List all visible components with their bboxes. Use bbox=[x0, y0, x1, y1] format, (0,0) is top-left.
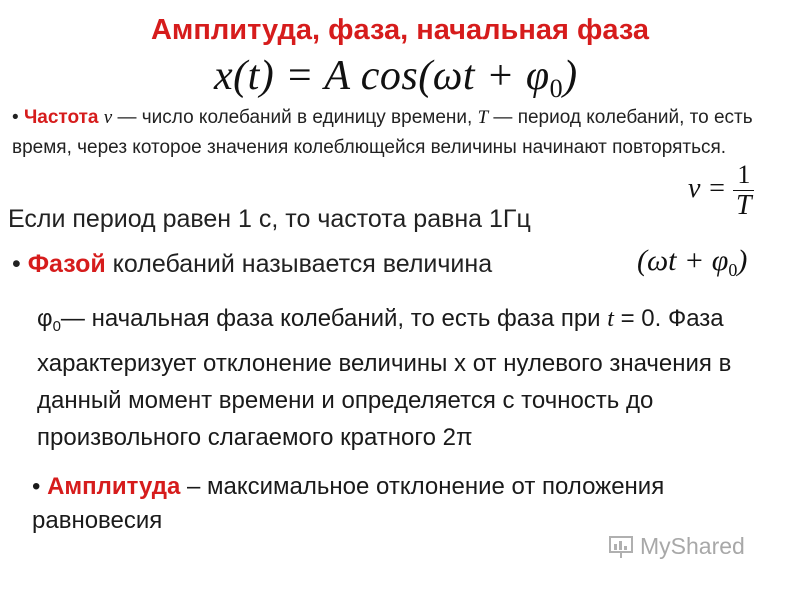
phi-subscript: 0 bbox=[52, 318, 61, 335]
phase-text: колебаний называется величина bbox=[105, 250, 493, 278]
main-formula bbox=[214, 52, 578, 104]
bullet: • bbox=[12, 250, 21, 278]
bullet: • bbox=[12, 107, 19, 128]
phase-formula-close: ) bbox=[737, 244, 748, 277]
frequency-text: — число колебаний в единицу времени, bbox=[112, 107, 478, 128]
slide-title: Амплитуда, фаза, начальная фаза bbox=[150, 14, 650, 46]
phase-label: Фазой bbox=[27, 250, 106, 278]
period-note: Если период равен 1 с, то частота равна 1Гц bbox=[8, 205, 531, 233]
frequency-paragraph bbox=[12, 103, 772, 163]
main-formula-body: x(t) = A cos(ωt + φ bbox=[214, 53, 550, 99]
amplitude-paragraph bbox=[32, 470, 792, 538]
phase-formula-body: (ωt + φ bbox=[637, 244, 729, 277]
fraction-numerator: 1 bbox=[733, 160, 754, 191]
fraction-denominator: T bbox=[736, 190, 752, 221]
main-formula-close: ) bbox=[563, 53, 578, 99]
frequency-symbol: ν bbox=[103, 107, 113, 128]
phase-formula-subscript: 0 bbox=[728, 260, 738, 280]
time-symbol: t bbox=[607, 306, 614, 332]
phi-symbol: φ bbox=[37, 305, 53, 332]
frequency-label: Частота bbox=[23, 107, 99, 128]
initial-phase-paragraph bbox=[37, 300, 782, 456]
initial-phase-text: — начальная фаза колебаний, то есть фаза при bbox=[60, 305, 608, 332]
frequency-formula-lhs: ν = bbox=[688, 172, 727, 204]
amplitude-label: Амплитуда bbox=[47, 473, 181, 500]
bullet: • bbox=[32, 473, 41, 500]
period-text: — период колебаний, то есть время, через которое значения колеблющейся величины начинают повторяться. bbox=[12, 107, 753, 158]
frequency-formula bbox=[688, 160, 754, 221]
amplitude-text: – максимальное отклонение от положения равновесия bbox=[32, 473, 665, 534]
initial-phase-text-2: = 0. Фаза характеризует отклонение величины x от нулевого значения в данный момент времени и определяется с точность до произвольного слагаемого кратного 2π bbox=[37, 305, 732, 451]
main-formula-subscript: 0 bbox=[549, 74, 564, 103]
watermark-text: MyShared bbox=[640, 533, 745, 559]
period-symbol: T bbox=[477, 107, 489, 128]
watermark bbox=[608, 533, 745, 560]
phase-paragraph bbox=[12, 250, 492, 279]
phase-formula bbox=[637, 244, 747, 281]
presentation-icon bbox=[608, 534, 634, 560]
fraction bbox=[733, 160, 754, 221]
